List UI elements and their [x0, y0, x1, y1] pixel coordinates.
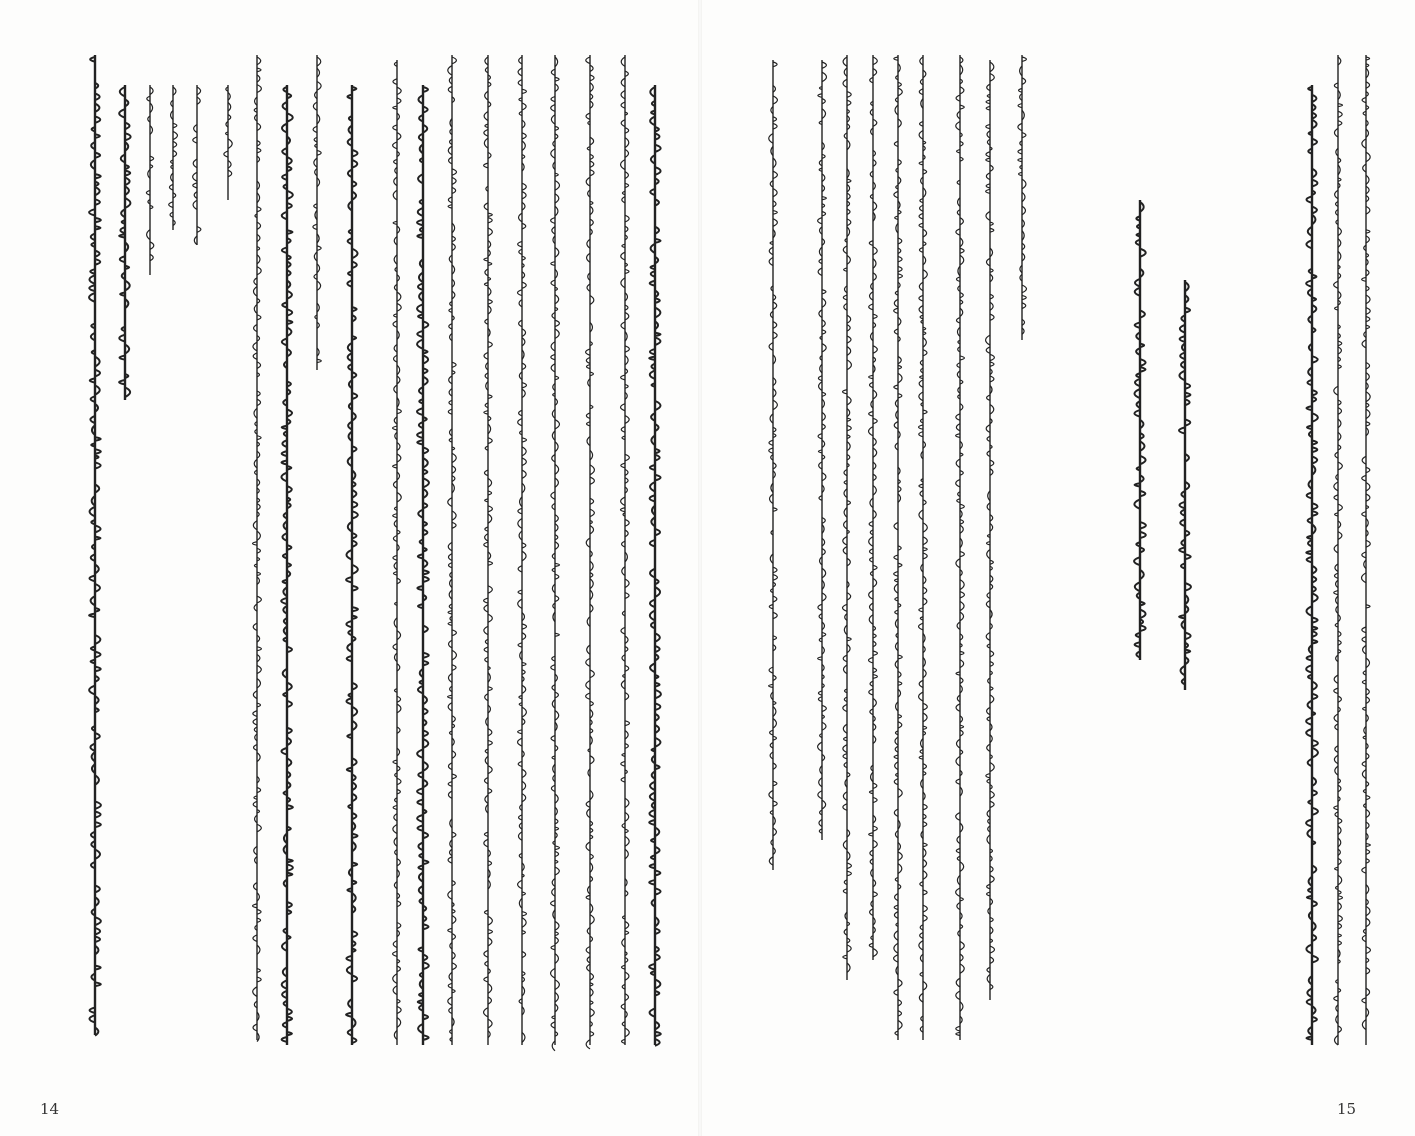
text-column [146, 85, 153, 275]
text-column [1334, 55, 1343, 1045]
text-column [484, 55, 493, 1045]
text-column [818, 60, 827, 840]
text-column [551, 55, 560, 1051]
text-column [894, 55, 903, 1040]
text-column [919, 55, 928, 1040]
left-page-text-columns [0, 0, 700, 1136]
text-column [518, 55, 527, 1045]
page-number-left: 14 [40, 1100, 60, 1118]
text-column [313, 55, 321, 370]
text-column [956, 55, 965, 1040]
text-column [417, 85, 429, 1045]
text-column [1306, 85, 1318, 1045]
text-column [649, 85, 661, 1046]
text-column [1018, 55, 1027, 340]
text-column [621, 55, 630, 1045]
text-column [89, 55, 101, 1036]
text-column [448, 55, 457, 1045]
text-column [843, 55, 852, 980]
text-column [119, 85, 131, 400]
text-column [586, 55, 595, 1049]
text-column [253, 55, 262, 1042]
right-page [700, 0, 1415, 1136]
text-column [869, 55, 878, 960]
text-column [169, 85, 178, 230]
page-number-right: 15 [1337, 1100, 1357, 1118]
text-column [346, 85, 358, 1045]
left-page [0, 0, 700, 1136]
text-column [1179, 280, 1191, 690]
text-column [393, 60, 402, 1045]
text-column [1134, 200, 1146, 660]
text-column [281, 85, 293, 1045]
text-column [1362, 55, 1371, 1045]
text-column [986, 60, 995, 1000]
text-column [224, 85, 232, 200]
text-column [193, 85, 201, 245]
right-page-text-columns [700, 0, 1415, 1136]
text-column [769, 60, 778, 870]
